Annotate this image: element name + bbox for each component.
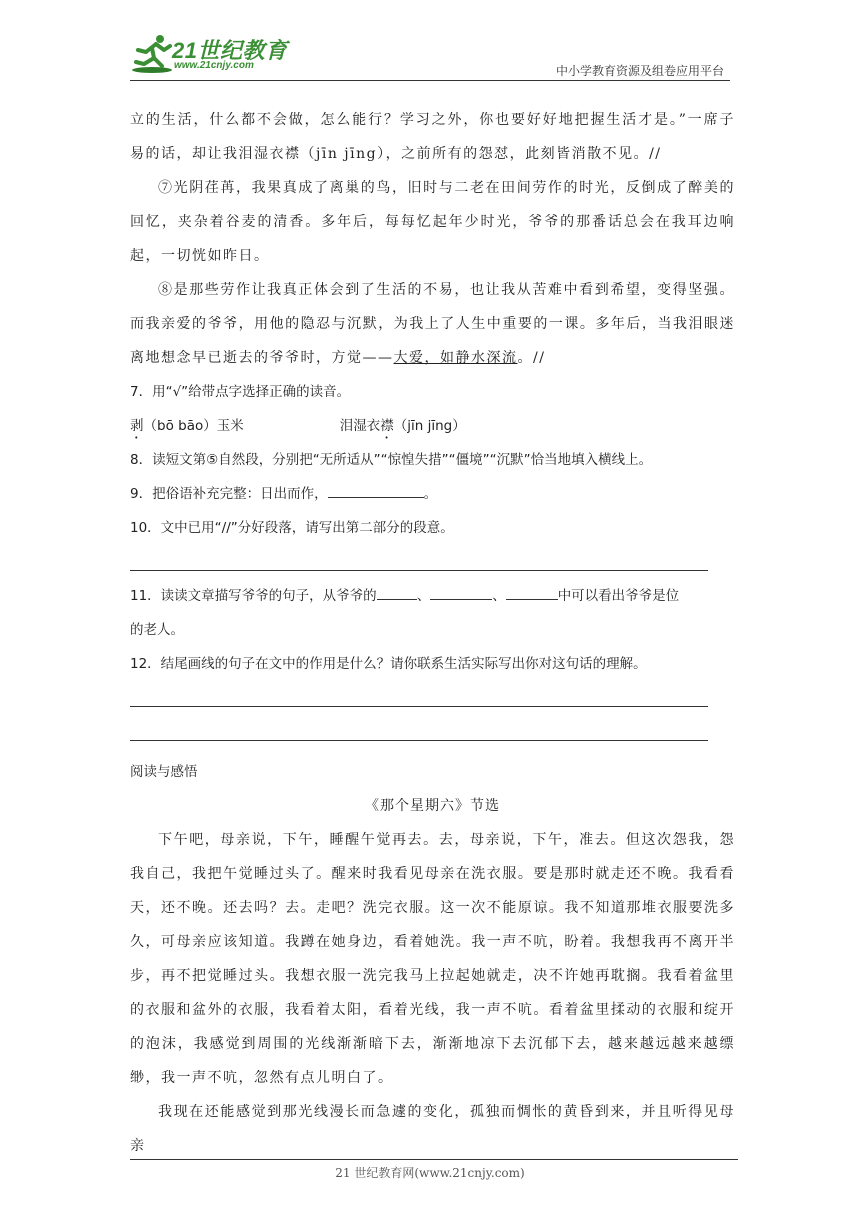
page-footer: 21 世纪教育网(www.21cnjy.com) [335,1166,525,1180]
brand-name: 21世纪教育 [172,38,288,63]
paragraph-8-end: 。// [517,350,546,366]
q9-end: 。 [423,486,438,502]
q12-answer-line-2[interactable] [130,715,735,749]
q7-option1-text: （bō bāo）玉米 [143,418,244,434]
passage-paragraph-8 [130,273,735,375]
q7-option1-char: 剥 [130,418,144,434]
passage-paragraph-7: ⑦光阴荏苒，我果真成了离巢的鸟，旧时与二老在田间劳作的时光，反倒成了醉美的回忆，夹杂着谷麦的清香。多年后，每每忆起年少时光，爷爷的那番话总会在我耳边响起，一切恍如昨日。 [130,180,735,264]
q7-option2-text: （jīn jīng） [393,418,466,434]
q7-option2-char: 襟 [380,418,394,434]
question-11 [130,579,735,613]
q11-blank-1[interactable] [377,585,417,600]
question-10: 10．文中已用“//”分好段落，请写出第二部分的段意。 [130,520,454,536]
platform-tagline: 中小学教育资源及组卷应用平台 [555,64,724,78]
runner-logo-icon [130,32,172,74]
passage2-paragraph-1: 下午吧，母亲说，下午，睡醒午觉再去。去，母亲说，下午，准去。但这次怨我，怨我自己，我把午觉睡过头了。醒来时我看见母亲在洗衣服。要是那时就走还不晚。我看看天，还不晚。还去吗？去。走吧？洗完衣服。这一次不能原谅。我不知道那堆衣服要洗多久，可母亲应该知道。我蹲在她身边，看着她洗。我一声不吭，盼着。我想我再不离开半步，再不把觉睡过头。我想衣服一洗完我马上拉起她就走，决不许她再耽搁。我看着盆里的衣服和盆外的衣服，我看着太阳，看着光线，我一声不吭。看着盆里揉动的衣服和绽开的泡沫，我感觉到周围的光线渐渐暗下去，渐渐地凉下去沉郁下去，越来越远越来越缥缈，我一声不吭，忽然有点儿明白了。 [130,832,735,1086]
header-divider [130,80,730,81]
question-7: 7．用“√”给带点字选择正确的读音。 [130,384,351,400]
document-body [130,103,735,1163]
q11-blank-2[interactable] [430,585,492,600]
section-heading: 阅读与感悟 [130,764,198,780]
q11-sep-1: 、 [416,588,431,604]
q11-text-end: 中可以看出爷爷是位 [557,588,680,604]
q11-blank-3[interactable] [506,585,558,600]
q11-sep-2: 、 [492,588,506,604]
q9-text: 9．把俗语补充完整：日出而作， [130,486,328,502]
brand-url: www.21cnjy.com [174,60,254,71]
question-12: 12．结尾画线的句子在文中的作用是什么？请你联系生活实际写出你对这句话的理解。 [130,656,647,672]
q11-text: 11．读读文章描写爷爷的句子，从爷爷的 [130,588,377,604]
q12-answer-line-1[interactable] [130,681,735,715]
q7-option2-pre: 泪湿衣 [339,418,381,434]
underlined-sentence: 大爱，如静水深流 [393,350,518,366]
question-8: 8．读短文第⑤自然段，分别把“无所适从”“惊惶失措”“僵境”“沉默”恰当地填入横线上。 [130,452,653,468]
passage-title: 《那个星期六》节选 [365,798,500,814]
question-9 [130,477,735,511]
q10-answer-line[interactable] [130,545,735,579]
page-header [0,0,860,82]
site-logo[interactable] [122,30,292,76]
footer-divider [130,1159,738,1160]
question-7-options [130,409,735,443]
passage2-paragraph-2: 我现在还能感觉到那光线漫长而急遽的变化，孤独而惆怅的黄昏到来，并且听得见母亲 [130,1104,735,1154]
passage-paragraph-6-end: 立的生活，什么都不会做，怎么能行？学习之外，你也要好好地把握生活才是。”一席子易的话，却让我泪湿衣襟（jīn jīng），之前所有的怨怼，此刻皆消散不见。// [130,112,735,162]
question-11-line2: 的老人。 [130,622,184,638]
paragraph-8-text: ⑧是那些劳作让我真正体会到了生活的不易，也让我从苦难中看到希望，变得坚强。而我亲爱的爷爷，用他的隐忍与沉默，为我上了人生中重要的一课。多年后，当我泪眼迷离地想念早已逝去的爷爷时，方觉—— [130,282,735,366]
q9-answer-blank[interactable] [328,483,424,498]
